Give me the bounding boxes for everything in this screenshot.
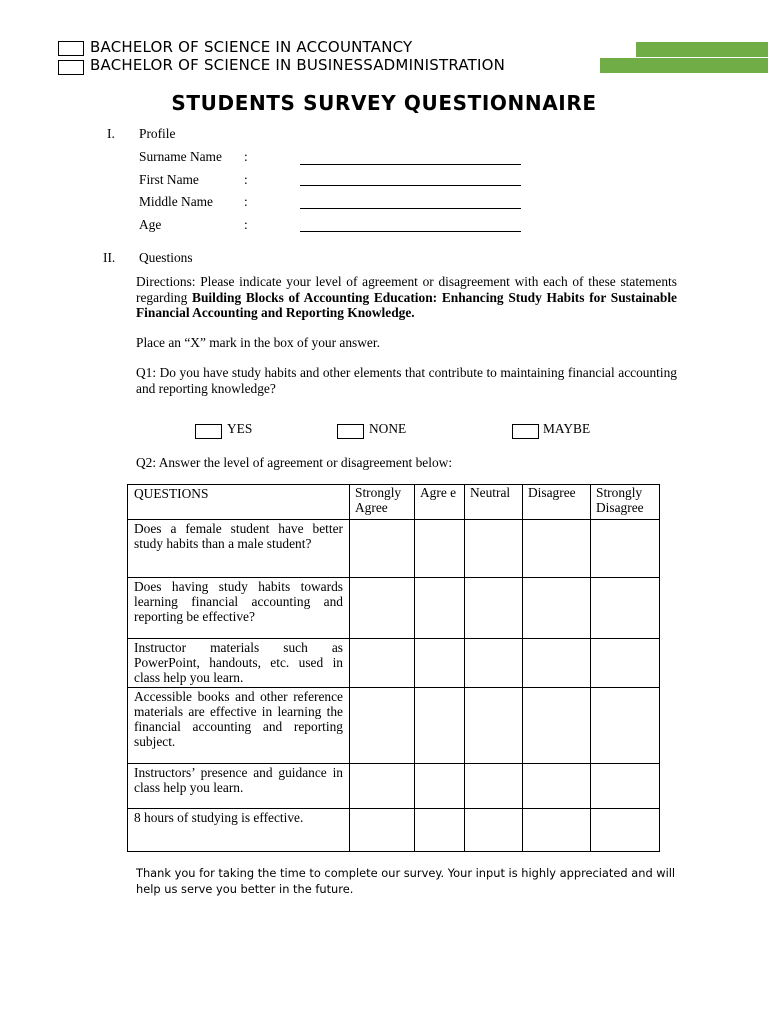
program-accountancy: BACHELOR OF SCIENCE IN ACCOUNTANCY: [90, 38, 413, 56]
age-field[interactable]: [300, 231, 521, 232]
answer-cell-disagree[interactable]: [523, 578, 591, 639]
answer-cell-strongly-disagree[interactable]: [591, 763, 660, 808]
q1-text: Q1: Do you have study habits and other elements that contribute to maintaining financial accounting and reporting knowledge?: [136, 365, 677, 396]
answer-cell-strongly-agree[interactable]: [350, 578, 415, 639]
answer-cell-strongly-agree[interactable]: [350, 763, 415, 808]
answer-cell-disagree[interactable]: [523, 520, 591, 578]
q1-yes-label: YES: [227, 421, 253, 436]
question-cell: 8 hours of studying is effective.: [128, 808, 350, 851]
answer-cell-agree[interactable]: [415, 763, 465, 808]
question-cell: Instructors’ presence and guidance in class help you learn.: [128, 763, 350, 808]
q1-yes-checkbox[interactable]: [195, 424, 222, 439]
question-cell: Instructor materials such as PowerPoint, handouts, etc. used in class help you learn.: [128, 639, 350, 688]
answer-cell-strongly-disagree[interactable]: [591, 639, 660, 688]
agreement-table: [127, 484, 660, 852]
header-disagree: Disagree: [523, 485, 591, 520]
table-row: [128, 763, 660, 808]
q1-maybe-checkbox[interactable]: [512, 424, 539, 439]
answer-cell-agree[interactable]: [415, 808, 465, 851]
answer-cell-neutral[interactable]: [465, 578, 523, 639]
first-name-label: First Name: [139, 172, 199, 187]
answer-cell-disagree[interactable]: [523, 808, 591, 851]
header-accent-bar-bottom: [600, 58, 768, 73]
surname-colon: :: [244, 149, 248, 164]
question-cell: Does having study habits towards learning financial accounting and reporting be effective?: [128, 578, 350, 639]
section2-heading: Questions: [139, 250, 193, 265]
accountancy-checkbox[interactable]: [58, 41, 84, 56]
thank-you-note: Thank you for taking the time to complete our survey. Your input is highly appreciated and will help us serve you better in the future.: [136, 866, 676, 896]
section1-numeral: I.: [107, 126, 115, 141]
surname-field[interactable]: [300, 164, 521, 165]
table-row: [128, 639, 660, 688]
answer-cell-neutral[interactable]: [465, 639, 523, 688]
directions-text: Directions: Please indicate your level of agreement or disagreement with each of these statements regarding: [136, 274, 677, 305]
header-agree: Agre e: [415, 485, 465, 520]
answer-cell-agree[interactable]: [415, 639, 465, 688]
answer-cell-neutral[interactable]: [465, 687, 523, 763]
section1-heading: Profile: [139, 126, 176, 141]
answer-cell-agree[interactable]: [415, 578, 465, 639]
table-row: [128, 808, 660, 851]
answer-cell-strongly-agree[interactable]: [350, 639, 415, 688]
question-cell: Accessible books and other reference materials are effective in learning the financial accounting and reporting subject.: [128, 687, 350, 763]
answer-cell-strongly-disagree[interactable]: [591, 808, 660, 851]
header-strongly-agree: Strongly Agree: [350, 485, 415, 520]
business-admin-checkbox[interactable]: [58, 60, 84, 75]
header-neutral: Neutral: [465, 485, 523, 520]
page-title: STUDENTS SURVEY QUESTIONNAIRE: [171, 91, 597, 115]
middle-name-field[interactable]: [300, 208, 521, 209]
table-row: [128, 687, 660, 763]
answer-cell-strongly-disagree[interactable]: [591, 520, 660, 578]
answer-cell-strongly-disagree[interactable]: [591, 687, 660, 763]
middle-name-label: Middle Name: [139, 194, 214, 209]
answer-cell-strongly-disagree[interactable]: [591, 578, 660, 639]
directions-paragraph: [136, 274, 677, 321]
header-strongly-disagree: Strongly Disagree: [591, 485, 660, 520]
surname-label: Surname Name: [139, 149, 222, 164]
question-cell: Does a female student have better study habits than a male student?: [128, 520, 350, 578]
answer-cell-neutral[interactable]: [465, 808, 523, 851]
answer-cell-disagree[interactable]: [523, 687, 591, 763]
first-name-field[interactable]: [300, 185, 521, 186]
q1-none-checkbox[interactable]: [337, 424, 364, 439]
q1-none-label: NONE: [369, 421, 407, 436]
answer-cell-strongly-agree[interactable]: [350, 520, 415, 578]
directions-study-title: Building Blocks of Accounting Education: Enhancing Study Habits for Sustainable Financial Accounting and Reporting Knowledge.: [136, 289, 677, 320]
answer-cell-disagree[interactable]: [523, 639, 591, 688]
table-row: [128, 578, 660, 639]
first-name-colon: :: [244, 172, 248, 187]
q1-maybe-label: MAYBE: [543, 421, 591, 436]
answer-cell-disagree[interactable]: [523, 763, 591, 808]
middle-name-colon: :: [244, 194, 248, 209]
age-colon: :: [244, 217, 248, 232]
header-accent-bar-top: [636, 42, 768, 57]
header-questions: QUESTIONS: [128, 485, 350, 520]
q2-text: Q2: Answer the level of agreement or disagreement below:: [136, 455, 453, 470]
answer-cell-agree[interactable]: [415, 687, 465, 763]
answer-cell-strongly-agree[interactable]: [350, 687, 415, 763]
program-business-administration: BACHELOR OF SCIENCE IN BUSINESSADMINISTRATION: [90, 56, 506, 74]
answer-cell-agree[interactable]: [415, 520, 465, 578]
answer-cell-neutral[interactable]: [465, 520, 523, 578]
answer-cell-strongly-agree[interactable]: [350, 808, 415, 851]
answer-cell-neutral[interactable]: [465, 763, 523, 808]
instruction-text: Place an “X” mark in the box of your answer.: [136, 335, 380, 350]
table-header-row: [128, 485, 660, 520]
table-row: [128, 520, 660, 578]
age-label: Age: [139, 217, 162, 232]
section2-numeral: II.: [103, 250, 116, 265]
